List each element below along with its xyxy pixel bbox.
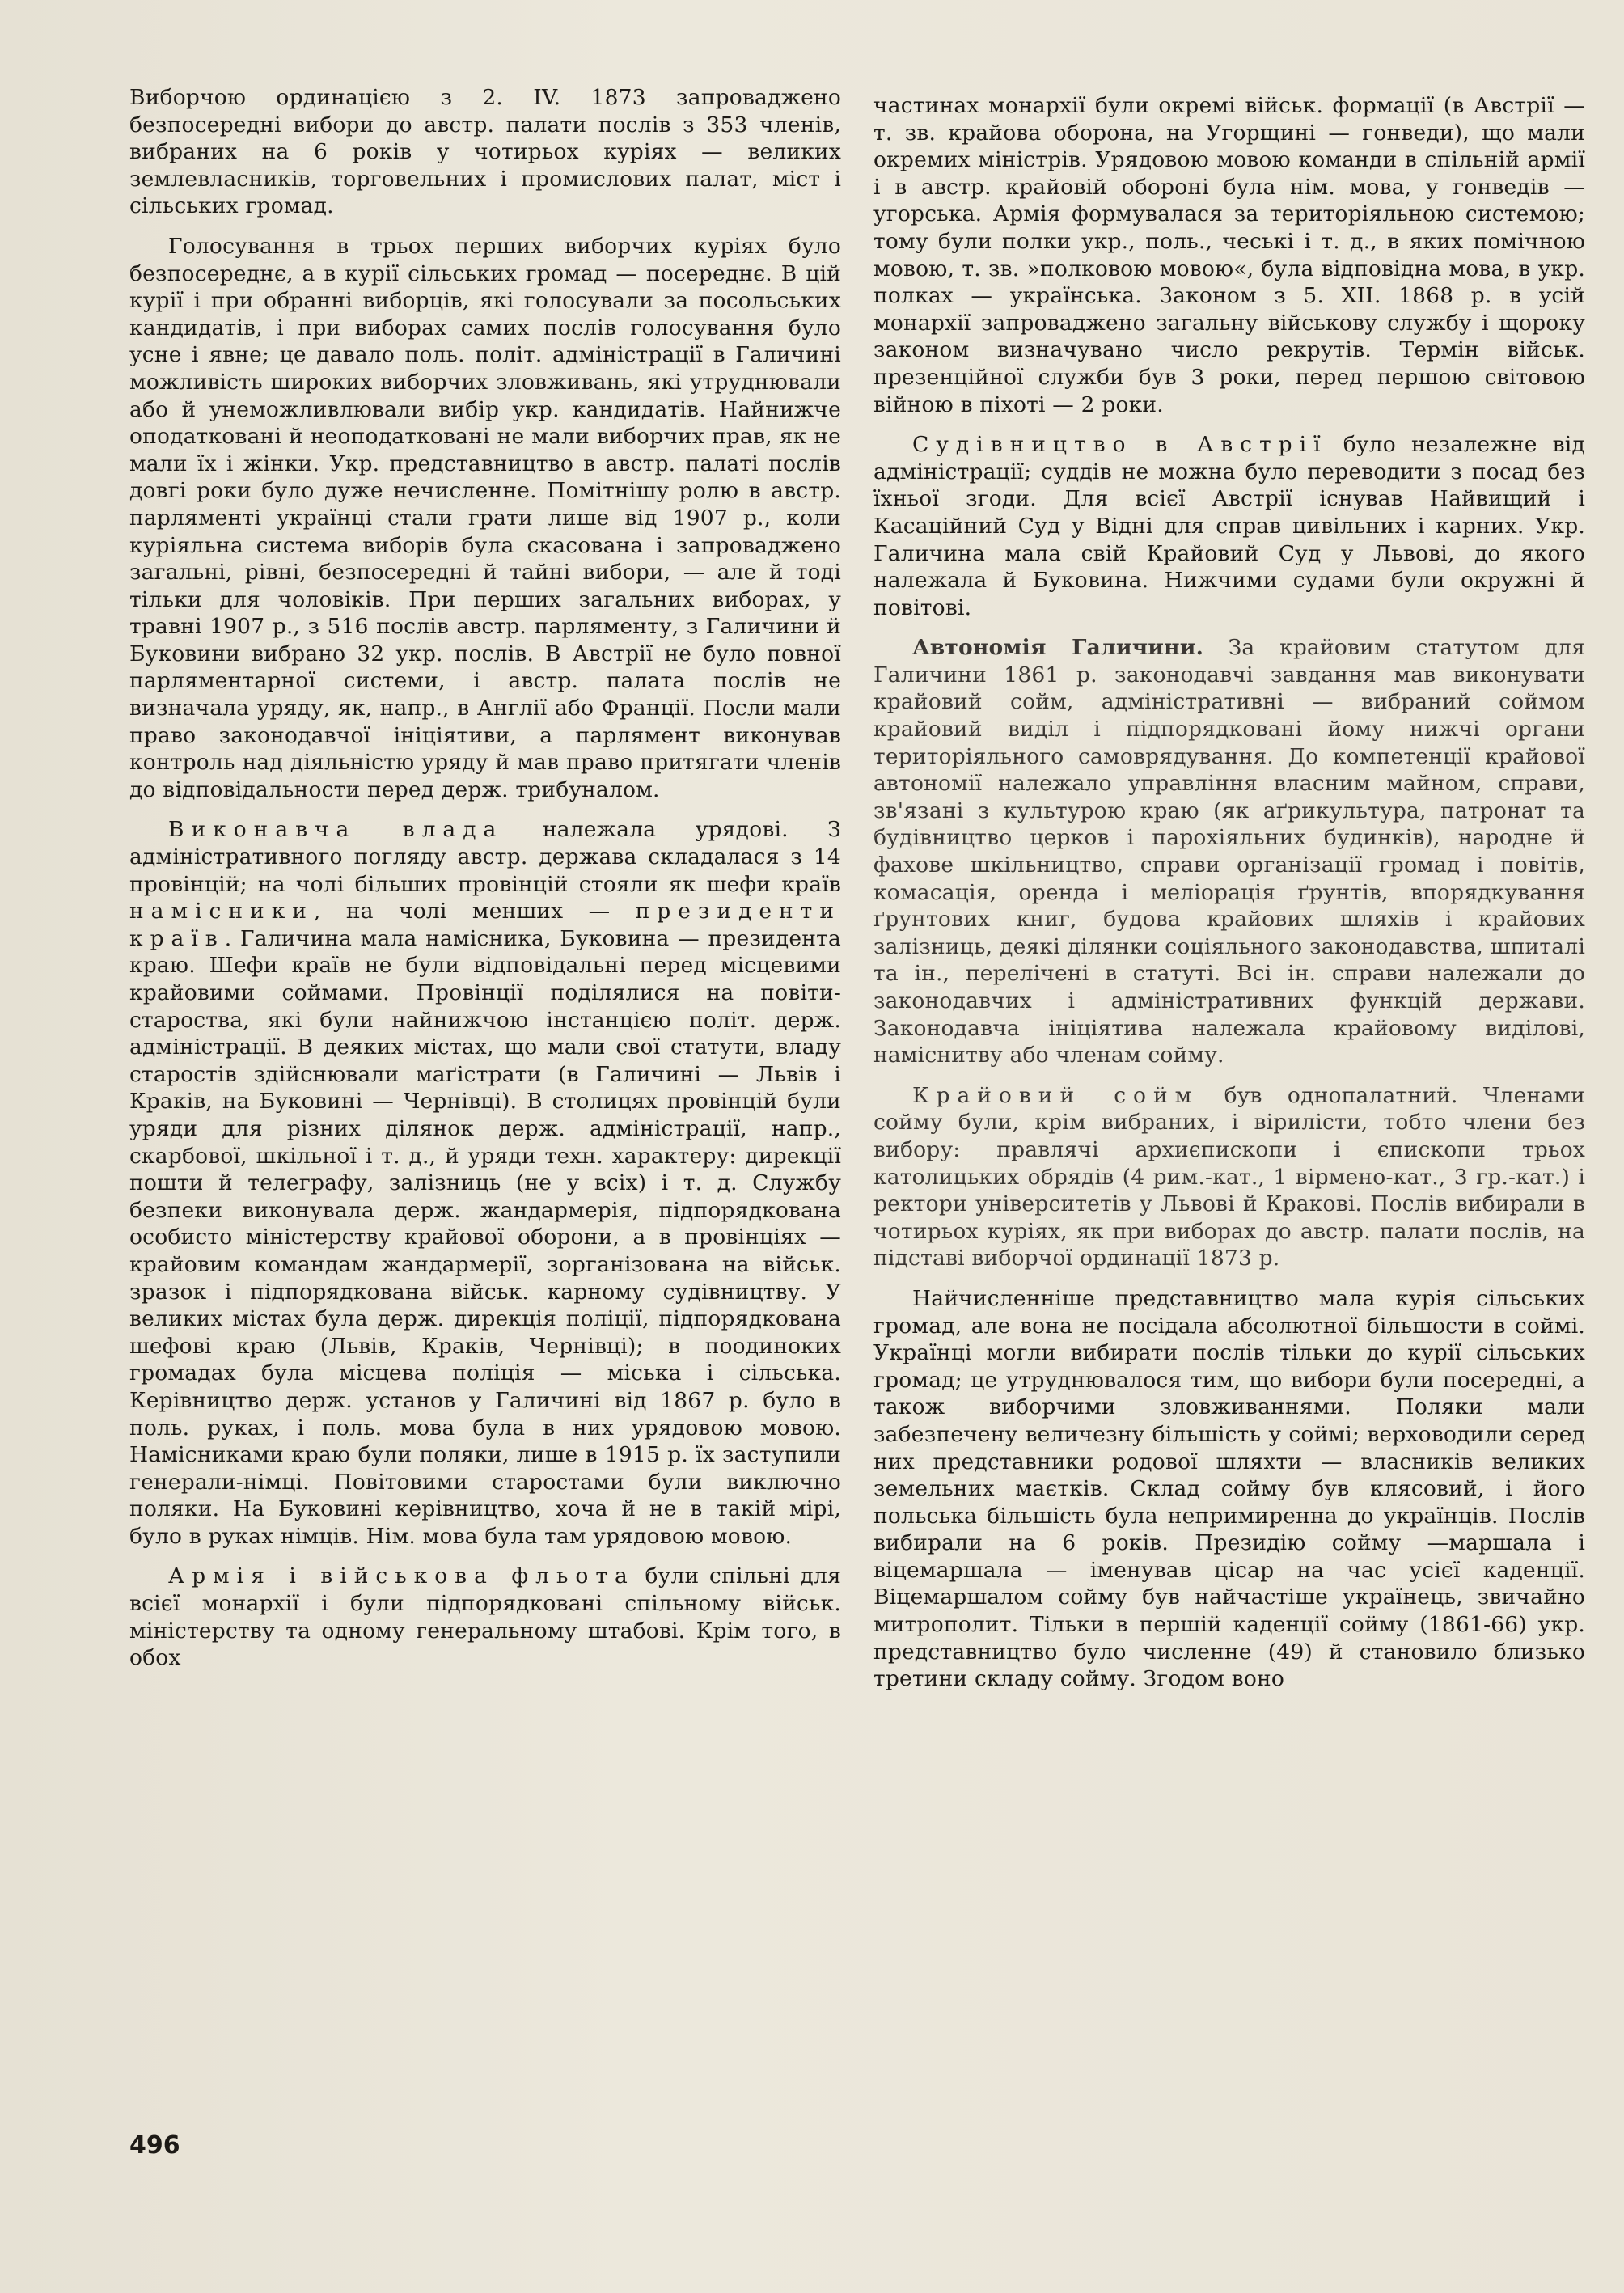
paragraph-text: був однопалатний. Членами сойму були, крім вибраних, і віриліcти, тобто члени без вибору: правлячі архиєпископи і єпископи трьох католицьких обрядів (4 рим.-кат., 1 вірмено-кат., 3 гр.-кат.) і ректори університетів у Львові й Кракові. Послів вибирали в чотирьох куріях, як при виборах до австр. палати послів, на підставі виборчої ординації 1873 р.	[873, 1082, 1585, 1271]
term-governors: намісники	[129, 899, 314, 924]
paragraph-text: , на чолі менших —	[313, 899, 636, 924]
section-lead-army: Армія і військова фльота	[168, 1563, 635, 1589]
paragraph-text: були спільні для всієї монархії і були підпорядковані спільному військ. міністерству та одному генеральному штабові. Крім того, в обох	[129, 1563, 841, 1671]
paragraph-electoral-ordinance	[129, 84, 841, 220]
paragraph-text: . Галичина мала намісника, Буковина — президента краю. Шефи країв не були відповідальні перед місцевими крайовими соймами. Провінції поділялися на повіти-староства, які були найнижчою інстанцією політ. держ. адміністрації. В деяких містах, що мали свої статути, владу старостів здійснювали маґістрати (в Галичині — Львів і Краків, на Буковині — Чернівці). В столицях провінцій були уряди для різних ділянок держ. адміністрації, напр., скарбової, шкільної і т. д., й уряди техн. характеру: дирекції пошти й телеграфу, залізниць (не у всіх) і т. д. Службу безпеки виконувала держ. жандармерія, підпорядкована особисто міністерству крайової оборони, а в провінціях — крайовим командам жандармерії, зорганізована на військ. зразок і підпорядкована військ. карному судівництву. У великих містах була держ. дирекція поліції, підпорядкована шефові краю (Львів, Краків, Чернівці); в поодиноких громадах була місцева поліція — міська і сільська. Керівництво держ. установ у Галичині від 1867 р. було в поль. руках, і поль. мова була в них урядовою мовою. Намісниками краю були поляки, лише в 1915 р. їх заступили генерали-німці. Повітовими старостами були виключно поляки. На Буковині керівництво, хоча й не в такій мірі, було в руках німців. Нім. мова була там урядовою мовою.	[129, 925, 841, 1549]
paragraph-executive-power	[129, 816, 841, 1550]
paragraph-galicia-autonomy	[873, 634, 1585, 1069]
section-lead-diet: Крайовий сойм	[912, 1082, 1199, 1108]
paragraph-text: За крайовим статутом для Галичини 1861 р. законодавчі завдання мав виконувати крайовий сойм, адміністративні — вибраний соймом крайовий виділ і підпорядковані йому нижчі органи територіяльного самоврядування. До компетенції крайової автономії належало управління власним майном, справи, зв'язані з культурою краю (як аґрикультура, патронат та будівництво церков і парохіяльних будинків), народне й фахове шкільництво, справи організації громад і повітів, комасація, оренда і меліорація ґрунтів, впорядкування ґрунтових книг, будова крайових шляхів і крайових залізниць, деякі ділянки соціяльного законодавства, шпиталі та ін., перелічені в статуті. Всі ін. справи належали до законодавчих і адміністративних функцій держави. Законодавча ініціятива належала крайовому виділові, наміснитву або членам сойму.	[873, 635, 1585, 1068]
term-presidents: президенти країв	[129, 899, 841, 951]
page-number: 496	[129, 2131, 180, 2160]
paragraph-text: частинах монархії були окремі військ. формації (в Австрії — т. зв. крайова оборона, на Угорщині — гонведи), що мали окремих міністрів. Урядовою мовою команди в спільній армії і в австр. крайовій обороні була нім. мова, у гонведів — угорська. Армія формувалася за територіяльною системою; тому були полки укр., поль., чеські і т. д., в яких помічною мовою, т. зв. »полковою мовою«, була відповідна мова, в укр. полках — українська. Законом з 5. XII. 1868 р. в усій монархії запроваджено загальну військову службу і щороку законом визначувано число рекрутів. Термін військ. презенційної служби був 3 роки, перед першою світовою війною в піхоті — 2 роки.	[873, 93, 1585, 417]
paragraph-army-continued	[873, 92, 1585, 418]
section-lead-judiciary: Судівництво в Австрії	[912, 432, 1328, 458]
paragraph-judiciary	[873, 431, 1585, 621]
paragraph-diet	[873, 1082, 1585, 1272]
paragraph-representation	[873, 1285, 1585, 1693]
paragraph-army	[129, 1563, 841, 1671]
paragraph-text: належала урядові. З адміністративного погляду австр. держава складалася з 14 провінцій; на чолі більших провінцій стояли як шефи країв	[129, 817, 841, 897]
section-heading-galicia-autonomy: Автономія Галичини.	[912, 635, 1204, 661]
paragraph-voting	[129, 233, 841, 803]
paragraph-text: Найчисленніше представництво мала курія сільських громад, але вона не посідала абсолютної більшости в соймі. Українці могли вибирати послів тільки до курії сільських громад; це утруднювалося тим, що вибори були посередні, а також виборчими зловживаннями. Поляки мали забезпечену величезну більшість у соймі; верховодили серед них представники родової шляхти — власників великих земельних маєтків. Склад сойму був клясовий, і його польська більшість була непримиренна до українців. Послів вибирали на 6 років. Президію сойму —маршала і віцемаршала — іменував цісар на час усієї каденції. Віцемаршалом сойму був найчастіше українець, звичайно митрополит. Тільки в першій каденції сойму (1861-66) укр. представництво було численне (49) й становило близько третини складу сойму. Згодом воно	[873, 1285, 1585, 1692]
paragraph-text: Голосування в трьох перших виборчих куріях було безпосереднє, а в курії сільських громад — посереднє. В цій курії і при обранні виборців, які голосували за посольських кандидатів, і при виборах самих послів голосування було усне і явне; це давало поль. політ. адміністрації в Галичині можливість широких виборчих зловживань, які утруднювали або й унеможливлювали вибір укр. кандидатів. Найнижче оподатковані й неоподатковані не мали виборчих прав, як не мали їх і жінки. Укр. представництво в австр. палаті послів довгі роки було дуже нечисленне. Помітнішу ролю в австр. парляменті українці стали грати лише від 1907 р., коли куріяльна система виборів була скасована і запроваджено загальні, рівні, безпосередні й тайні вибори, — але й тоді тільки для чоловіків. При перших загальних виборах, у травні 1907 р., з 516 послів австр. парляменту, з Галичини й Буковини вибрано 32 укр. послів. В Австрії не було повної парляментарної системи, і австр. палата послів не визначала уряду, як, напр., в Англії або Франції. Посли мали право законодавчої ініціятиви, а парлямент виконував контроль над діяльністю уряду й мав право притягати членів до відповідальности перед держ. трибуналом.	[129, 233, 841, 802]
paragraph-text: було незалежне від адміністрації; суддів не можна було переводити з посад без їхньої згоди. Для всієї Австрії існував Найвищий і Касаційний Суд у Відні для справ цивільних і карних. Укр. Галичина мала свій Крайовий Суд у Львові, до якого належала й Буковина. Нижчими судами були окружні й повітові.	[873, 432, 1585, 620]
right-column	[873, 92, 1585, 1706]
paragraph-text: Виборчою ординацією з 2. IV. 1873 запроваджено безпосередні вибори до австр. палати послів з 353 членів, вибраних на 6 років у чотирьох куріях — великих землевласників, торговельних і промислових палат, міст і сільських громад.	[129, 85, 841, 219]
left-column	[129, 84, 841, 1685]
section-lead-executive-power: Виконавча влада	[168, 817, 504, 843]
